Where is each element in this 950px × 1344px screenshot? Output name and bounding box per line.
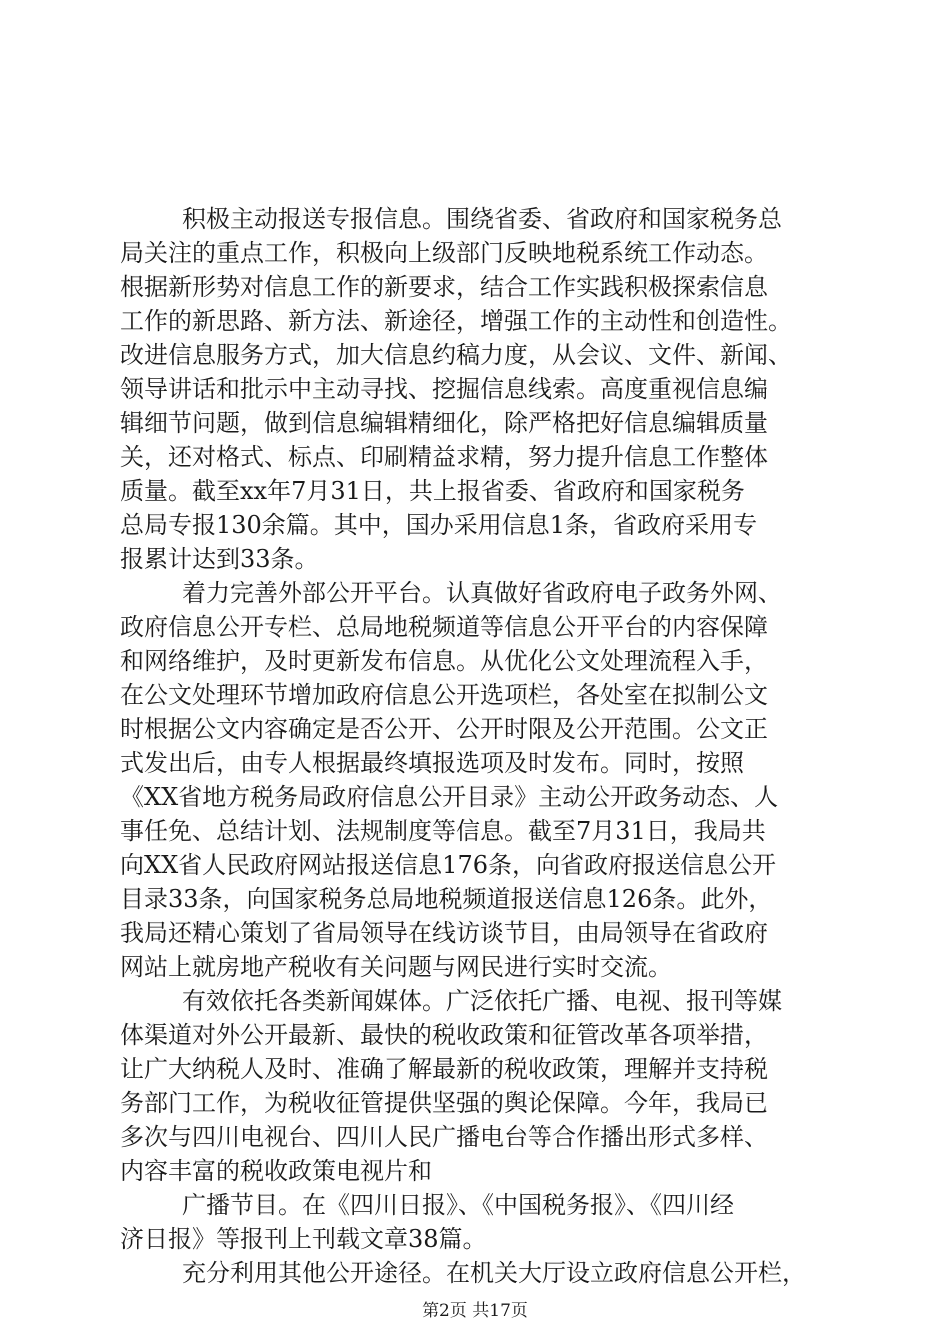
text-line: 我局还精心策划了省局领导在线访谈节目，由局领导在省政府: [120, 919, 768, 947]
text-line: 向XX省人民政府网站报送信息176条，向省政府报送信息公开: [120, 851, 776, 879]
text-line: 时根据公文内容确定是否公开、公开时限及公开范围。公文正: [120, 715, 768, 743]
page-number: 第2页 共17页: [422, 1301, 528, 1321]
text-line: 局关注的重点工作，积极向上级部门反映地税系统工作动态。: [120, 239, 768, 267]
text-line: 体渠道对外公开最新、最快的税收政策和征管改革各项举措，: [120, 1021, 768, 1049]
text-line: 着力完善外部公开平台。认真做好省政府电子政务外网、: [182, 579, 782, 607]
text-line: 广播节目。在《四川日报》、《中国税务报》、《四川经: [182, 1191, 734, 1219]
text-line: 目录33条，向国家税务总局地税频道报送信息126条。此外，: [120, 885, 773, 913]
text-line: 式发出后，由专人根据最终填报选项及时发布。同时，按照: [120, 749, 744, 777]
text-line: 充分利用其他公开途径。在机关大厅设立政府信息公开栏，: [182, 1259, 806, 1287]
text-line: 网站上就房地产税收有关问题与网民进行实时交流。: [120, 953, 672, 981]
text-line: 报累计达到33条。: [120, 545, 319, 573]
text-line: 事任免、总结计划、法规制度等信息。截至7月31日，我局共: [120, 817, 766, 845]
text-line: 务部门工作，为税收征管提供坚强的舆论保障。今年，我局已: [120, 1089, 768, 1117]
text-line: 让广大纳税人及时、准确了解最新的税收政策，理解并支持税: [120, 1055, 768, 1083]
text-line: 有效依托各类新闻媒体。广泛依托广播、电视、报刊等媒: [182, 987, 782, 1015]
text-line: 在公文处理环节增加政府信息公开选项栏，各处室在拟制公文: [120, 681, 768, 709]
text-line: 政府信息公开专栏、总局地税频道等信息公开平台的内容保障: [120, 613, 768, 641]
text-line: 积极主动报送专报信息。围绕省委、省政府和国家税务总: [182, 205, 782, 233]
text-line: 领导讲话和批示中主动寻找、挖掘信息线索。高度重视信息编: [120, 375, 768, 403]
text-line: 关，还对格式、标点、印刷精益求精，努力提升信息工作整体: [120, 443, 768, 471]
text-line: 质量。截至xx年7月31日，共上报省委、省政府和国家税务: [120, 477, 745, 505]
text-line: 济日报》等报刊上刊载文章38篇。: [120, 1225, 487, 1253]
text-line: 和网络维护，及时更新发布信息。从优化公文处理流程入手，: [120, 647, 768, 675]
text-line: 《XX省地方税务局政府信息公开目录》主动公开政务动态、人: [120, 783, 779, 811]
text-line: 多次与四川电视台、四川人民广播电台等合作播出形式多样、: [120, 1123, 768, 1151]
document-body: [0, 202, 950, 1253]
text-line: 辑细节问题，做到信息编辑精细化，除严格把好信息编辑质量: [120, 409, 768, 437]
text-line: 总局专报130余篇。其中，国办采用信息1条，省政府采用专: [120, 511, 758, 539]
text-line: 改进信息服务方式，加大信息约稿力度，从会议、文件、新闻、: [120, 341, 792, 369]
text-line: 根据新形势对信息工作的新要求，结合工作实践积极探索信息: [120, 273, 768, 301]
text-line: 内容丰富的税收政策电视片和: [120, 1157, 432, 1185]
text-line: 工作的新思路、新方法、新途径，增强工作的主动性和创造性。: [120, 307, 792, 335]
